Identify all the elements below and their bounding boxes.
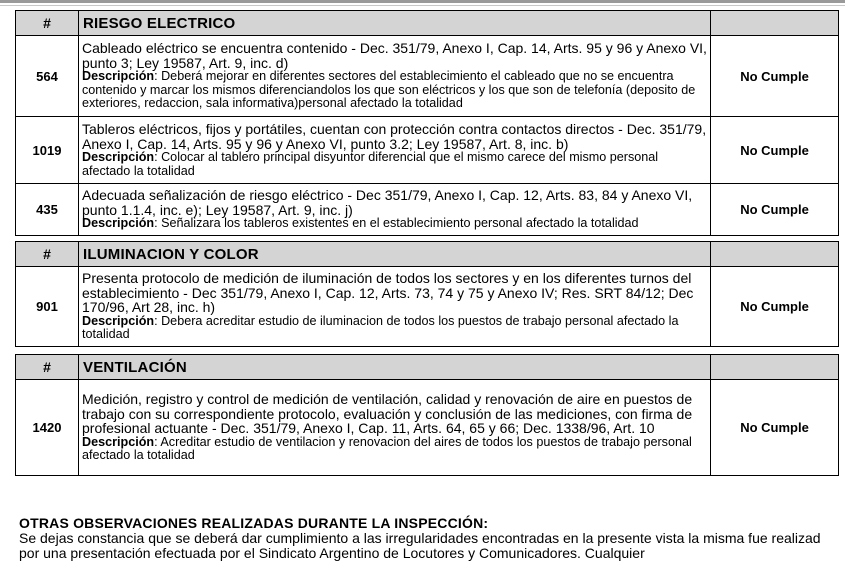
table-row (16, 36, 839, 117)
description (82, 315, 707, 342)
section-ventilacion (15, 354, 839, 476)
item-number: 1019 (16, 117, 79, 184)
section-riesgo-electrico (15, 10, 839, 236)
observations-text: Se dejas constancia que se deberá dar cumplimiento a las irregularidades encontradas en la presente vista la misma fue realizad por una presentación efectuada por el Sindicato Argentino de Locutores y Comunicadores. Cualquier (19, 530, 821, 561)
item-content (79, 380, 711, 476)
description (82, 70, 707, 111)
description-text: : Debera acreditar estudio de iluminacion de todos los puestos de trabajo personal afectado la totalidad (82, 313, 679, 342)
status-cell: No Cumple (711, 36, 839, 117)
section-header (16, 242, 839, 267)
description-text: : Colocar al tablero principal disyuntor diferencial que el mismo carece del mismo personal afectado la totalidad (82, 150, 659, 178)
status-cell: No Cumple (711, 117, 839, 184)
item-number: 564 (16, 36, 79, 117)
description (82, 217, 707, 231)
header-status-cell (711, 355, 839, 380)
header-status-cell (711, 242, 839, 267)
section-header (16, 11, 839, 36)
description-text: : Señalizara los tableros existentes en el establecimiento personal afectado la totalidad (154, 216, 639, 231)
status-cell: No Cumple (711, 184, 839, 236)
description-label: Descripción (82, 216, 155, 231)
item-number: 435 (16, 184, 79, 236)
top-border-thin (0, 5, 845, 6)
section-title: ILUMINACION Y COLOR (79, 242, 711, 267)
table-row (16, 117, 839, 184)
section-title: VENTILACIÓN (79, 355, 711, 380)
table-row (16, 184, 839, 236)
observations-title: OTRAS OBSERVACIONES REALIZADAS DURANTE LA INSPECCIÓN: (19, 515, 489, 531)
requirement-text: Tableros eléctricos, fijos y portátiles, cuentan con protección contra contactos directos - Dec. 351/79, Anexo I, Cap. 14, Arts. 95 y 96 y Anexo VI, punto 3.2; Ley 19587, Art. 8, inc. b) (82, 121, 707, 152)
description-label: Descripción (82, 150, 155, 164)
status-cell: No Cumple (711, 380, 839, 476)
requirement-text: Adecuada señalización de riesgo eléctrico - Dec 351/79, Anexo I, Cap. 12, Arts. 83, 84 y Anexo VI, punto 1.1.4, inc. e); Ley 19587, Art. 9, inc. j) (82, 187, 693, 218)
table-row (16, 267, 839, 347)
description-label: Descripción (82, 434, 155, 449)
requirement-text: Presenta protocolo de medición de iluminación de todos los sectores y en los diferentes turnos del establecimiento - Dec 351/79, Anexo I, Cap. 12, Arts. 73, 74 y 75 y Anexo IV; Res. SRT 84/12; Dec 170/96, Art 28, inc. h) (82, 270, 694, 316)
item-content (79, 36, 711, 117)
item-number: 901 (16, 267, 79, 347)
description (82, 436, 707, 463)
status-cell: No Cumple (711, 267, 839, 347)
description-text: : Deberá mejorar en diferentes sectores del establecimiento el cableado que no se encuentra contenido y marcar los mismos diferenciandolos los que son eléctricos y los que son de telefonía (deposito de exteriores, redaccion, sala informativa)personal afectado la totalidad (82, 69, 696, 111)
requirement-text: Cableado eléctrico se encuentra contenido - Dec. 351/79, Anexo I, Cap. 14, Arts. 95 y 96 y Anexo VI, punto 3; Ley 19587, Art. 9, inc. d) (82, 40, 707, 71)
section-iluminacion-y-color (15, 241, 839, 347)
description-text: : Acreditar estudio de ventilacion y renovacion del aires de todos los puestos de trabajo personal afectado la totalidad (82, 434, 692, 463)
requirement-text: Medición, registro y control de medición de ventilación, calidad y renovación de aire en puestos de trabajo con su correspondiente protocolo, evaluación y conclusión de las mediciones, con firma de profesional actuante - Dec. 351/79, Anexo I, Cap. 11, Arts. 64, 65 y 66; Dec. 1338/96, Art. 10 (82, 391, 693, 437)
top-border (0, 0, 845, 3)
item-number: 1420 (16, 380, 79, 476)
item-content (79, 117, 711, 184)
table-row (16, 380, 839, 476)
description (82, 151, 707, 178)
header-hash: # (16, 242, 79, 267)
description-label: Descripción (82, 313, 155, 328)
description-label: Descripción (82, 69, 155, 84)
section-title: RIESGO ELECTRICO (79, 11, 711, 36)
header-hash: # (16, 355, 79, 380)
header-hash: # (16, 11, 79, 36)
header-status-cell (711, 11, 839, 36)
item-content (79, 184, 711, 236)
item-content (79, 267, 711, 347)
section-header (16, 355, 839, 380)
